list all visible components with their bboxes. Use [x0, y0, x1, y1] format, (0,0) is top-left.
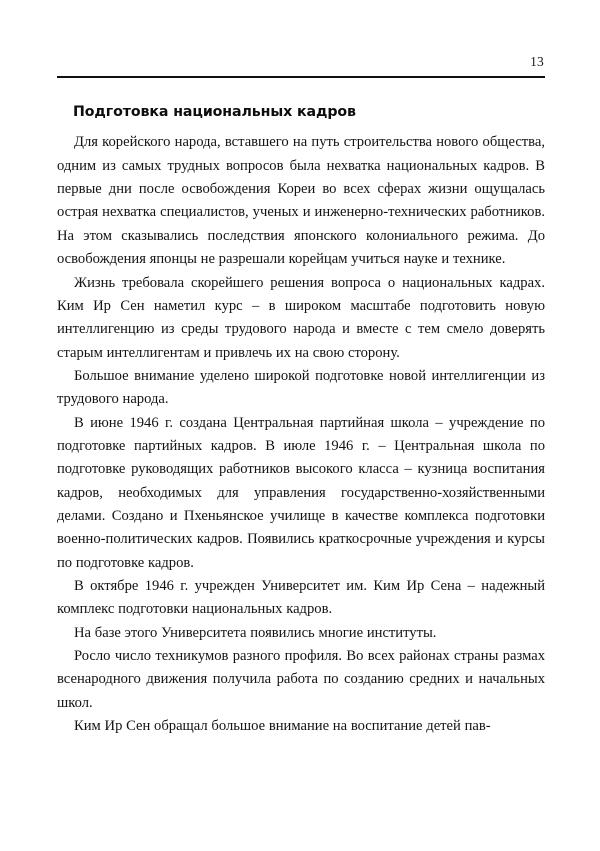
paragraph: На базе этого Университета появились многие институты. [74, 624, 437, 641]
paragraph: Для корейского народа, вставшего на путь строительства нового общества, одним из самых трудных вопросов была нехватка национальных кадров. В первые дни после освобождения Кореи во всех сферах жизни ощущалась острая нехватка специалистов, ученых и инженерно-технических работников. На этом сказывались последствия японского колониального режима. До освобождения японцы не разрешали корейцам учиться науке и технике. [57, 134, 545, 268]
paragraph: В июне 1946 г. создана Центральная партийная школа – учреждение по подготовке партийных кадров. В июле 1946 г. – Центральная школа по подготовке руководящих работников высокого класса – кузница воспитания кадров, необходимых для управления государственно-хозяйственными делами. Создано и Пхеньянское училище в качестве комплекса подготовки военно-политических кадров. Появились краткосрочные учреждения и курсы по подготовке кадров. [57, 414, 545, 571]
page-number: 13 [530, 54, 544, 69]
section-heading: Подготовка национальных кадров [73, 104, 356, 120]
header-rule [57, 76, 545, 78]
paragraph: Ким Ир Сен обращал большое внимание на воспитание детей пав- [74, 718, 491, 735]
paragraph: Росло число техникумов разного профиля. Во всех районах страны размах всенародного движения получила работа по созданию средних и начальных школ. [57, 648, 545, 711]
paragraph: Большое внимание уделено широкой подготовке новой интеллигенции из трудового народа. [57, 367, 545, 408]
text-column [57, 103, 545, 738]
paragraph: В октябре 1946 г. учрежден Университет им. Ким Ир Сена – надежный комплекс подготовки национальных кадров. [57, 577, 545, 618]
paragraph: Жизнь требовала скорейшего решения вопроса о национальных кадрах. Ким Ир Сен наметил курс – в широком масштабе подготовить новую интеллигенцию из среды трудового народа и вместе с тем смело доверять старым интеллигентам и привлечь их на свою сторону. [57, 274, 545, 361]
page-header [57, 55, 545, 78]
